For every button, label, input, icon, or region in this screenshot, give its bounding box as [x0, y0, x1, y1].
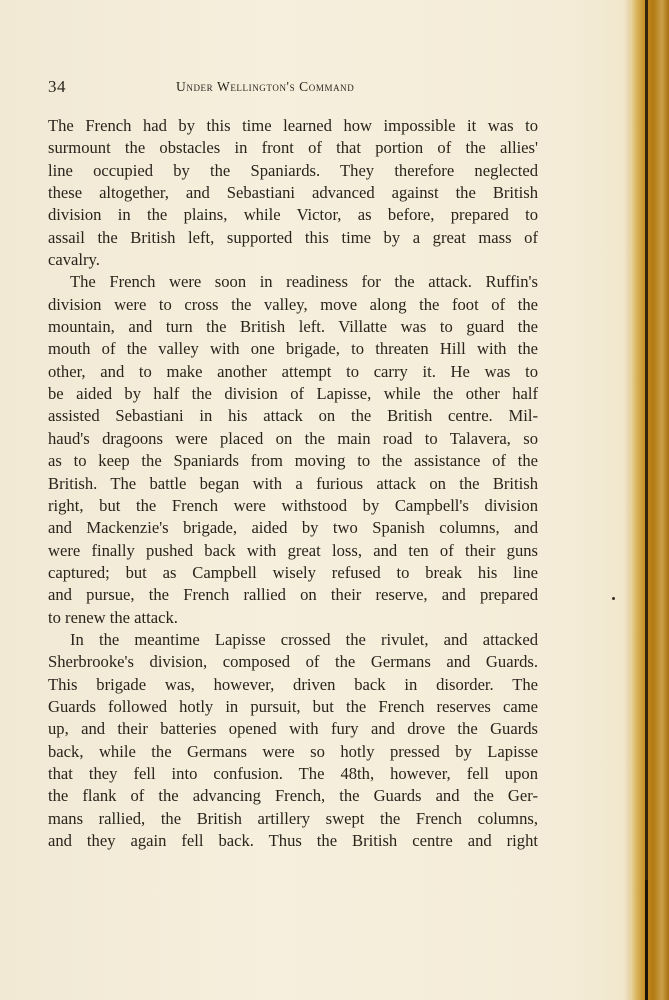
text-line: In the meantime Lapisse crossed the rivulet, and attacked [70, 629, 538, 649]
text-line: to renew the attack. [48, 607, 178, 627]
text-line: surmount the obstacles in front of that portion of the allies' [48, 138, 538, 158]
text-line: back, while the Germans were so hotly pressed by Lapisse [48, 741, 538, 761]
text-line: and pursue, the French rallied on their reserve, and prepared [48, 585, 538, 605]
text-line: line occupied by the Spaniards. They therefore neglected [48, 160, 538, 180]
page-header [48, 77, 538, 101]
text-line: that they fell into confusion. The 48th, however, fell upon [48, 763, 538, 783]
spine-dark-line [645, 0, 648, 1000]
text-line: these altogether, and Sebastiani advanced against the British [48, 183, 538, 203]
text-line: up, and their batteries opened with fury and drove the Guards [48, 719, 538, 739]
text-line: haud's dragoons were placed on the main road to Talavera, so [48, 428, 538, 448]
text-line: The French were soon in readiness for the attack. Ruffin's [70, 272, 538, 292]
text-line: This brigade was, however, driven back in disorder. The [48, 674, 538, 694]
text-line: the flank of the advancing French, the Guards and the Ger- [48, 786, 538, 806]
text-line: mountain, and turn the British left. Villatte was to guard the [48, 317, 538, 337]
running-head: Under Wellington's Command [176, 79, 355, 94]
margin-speck [612, 597, 615, 600]
text-line: division were to cross the valley, move along the foot of the [48, 294, 538, 314]
text-line: The French had by this time learned how impossible it was to [48, 116, 538, 135]
text-line: be aided by half the division of Lapisse, while the other half [48, 384, 538, 404]
spine-dark-line-bottom [645, 880, 648, 1000]
text-line: cavalry. [48, 250, 100, 270]
text-line: were finally pushed back with great loss, and ten of their guns [48, 540, 538, 560]
text-line: captured; but as Campbell wisely refused to break his line [48, 562, 538, 582]
text-line: assisted Sebastiani in his attack on the British centre. Mil- [48, 406, 538, 426]
text-line: as to keep the Spaniards from moving to the assistance of the [48, 451, 538, 471]
text-line: Guards followed hotly in pursuit, but the French reserves came [48, 696, 538, 716]
text-line: mouth of the valley with one brigade, to threaten Hill with the [48, 339, 538, 359]
text-line: and Mackenzie's brigade, aided by two Spanish columns, and [48, 518, 538, 538]
text-line: and they again fell back. Thus the British centre and right [48, 831, 538, 850]
text-line: other, and to make another attempt to carry it. He was to [48, 361, 538, 381]
book-spine [630, 0, 669, 1000]
text-line: right, but the French were withstood by Campbell's division [48, 495, 538, 515]
text-line: division in the plains, while Victor, as before, prepared to [48, 205, 538, 225]
text-line: mans rallied, the British artillery swept the French columns, [48, 808, 538, 828]
body-text [48, 115, 538, 852]
text-line: assail the British left, supported this time by a great mass of [48, 227, 538, 247]
text-line: Sherbrooke's division, composed of the Germans and Guards. [48, 652, 538, 672]
page-number: 34 [48, 77, 66, 96]
text-line: British. The battle began with a furious attack on the British [48, 473, 538, 493]
